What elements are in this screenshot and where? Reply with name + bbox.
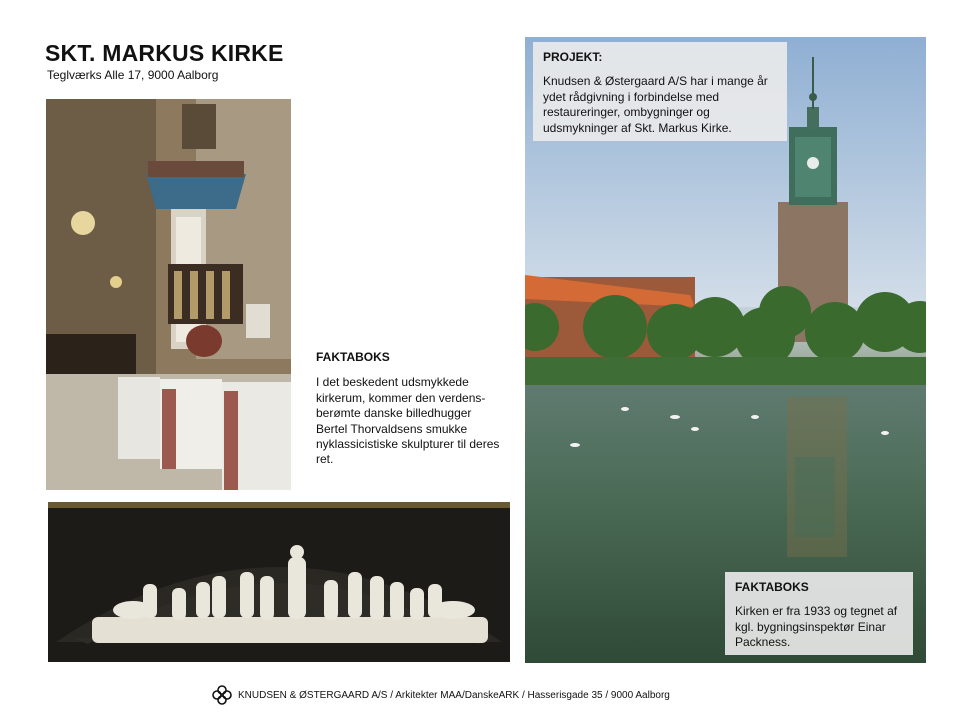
footer-text: KNUDSEN & ØSTERGAARD A/S / Arkitekter MAA/DanskeARK / Hasserisgade 35 / 9000 Aalborg — [238, 689, 670, 701]
church-interior-illustration — [46, 99, 291, 490]
faktaboks-text: I det beskedent udsmykkede kirkerum, kommer den verdens-berømte danske billedhugger Bertel Thorvaldsens smukke nyklassicistiske skulpturer til deres ret. — [316, 375, 500, 467]
faktaboks-text: Kirken er fra 1933 og tegnet af kgl. bygningsinspektør Einar Packness. — [735, 604, 898, 650]
footer — [211, 684, 670, 706]
faktaboks-exterior — [725, 572, 913, 655]
projekt-heading: PROJEKT: — [543, 50, 603, 64]
church-interior-photo — [46, 99, 291, 490]
page-address: Teglværks Alle 17, 9000 Aalborg — [47, 68, 219, 82]
projekt-text: Knudsen & Østergaard A/S har i mange år ydet rådgivning i forbindelse med restaureringer, ombygninger og udsmykninger af Skt. Markus Kirke. — [543, 74, 768, 135]
thorvaldsen-relief-photo — [48, 502, 510, 662]
projekt-box — [533, 42, 787, 141]
company-logo-icon — [211, 684, 233, 706]
faktaboks-heading: FAKTABOKS — [316, 350, 390, 364]
faktaboks-heading: FAKTABOKS — [735, 580, 809, 594]
relief-illustration — [48, 502, 510, 662]
faktaboks-interior — [316, 350, 506, 468]
page-title: SKT. MARKUS KIRKE — [45, 40, 284, 66]
